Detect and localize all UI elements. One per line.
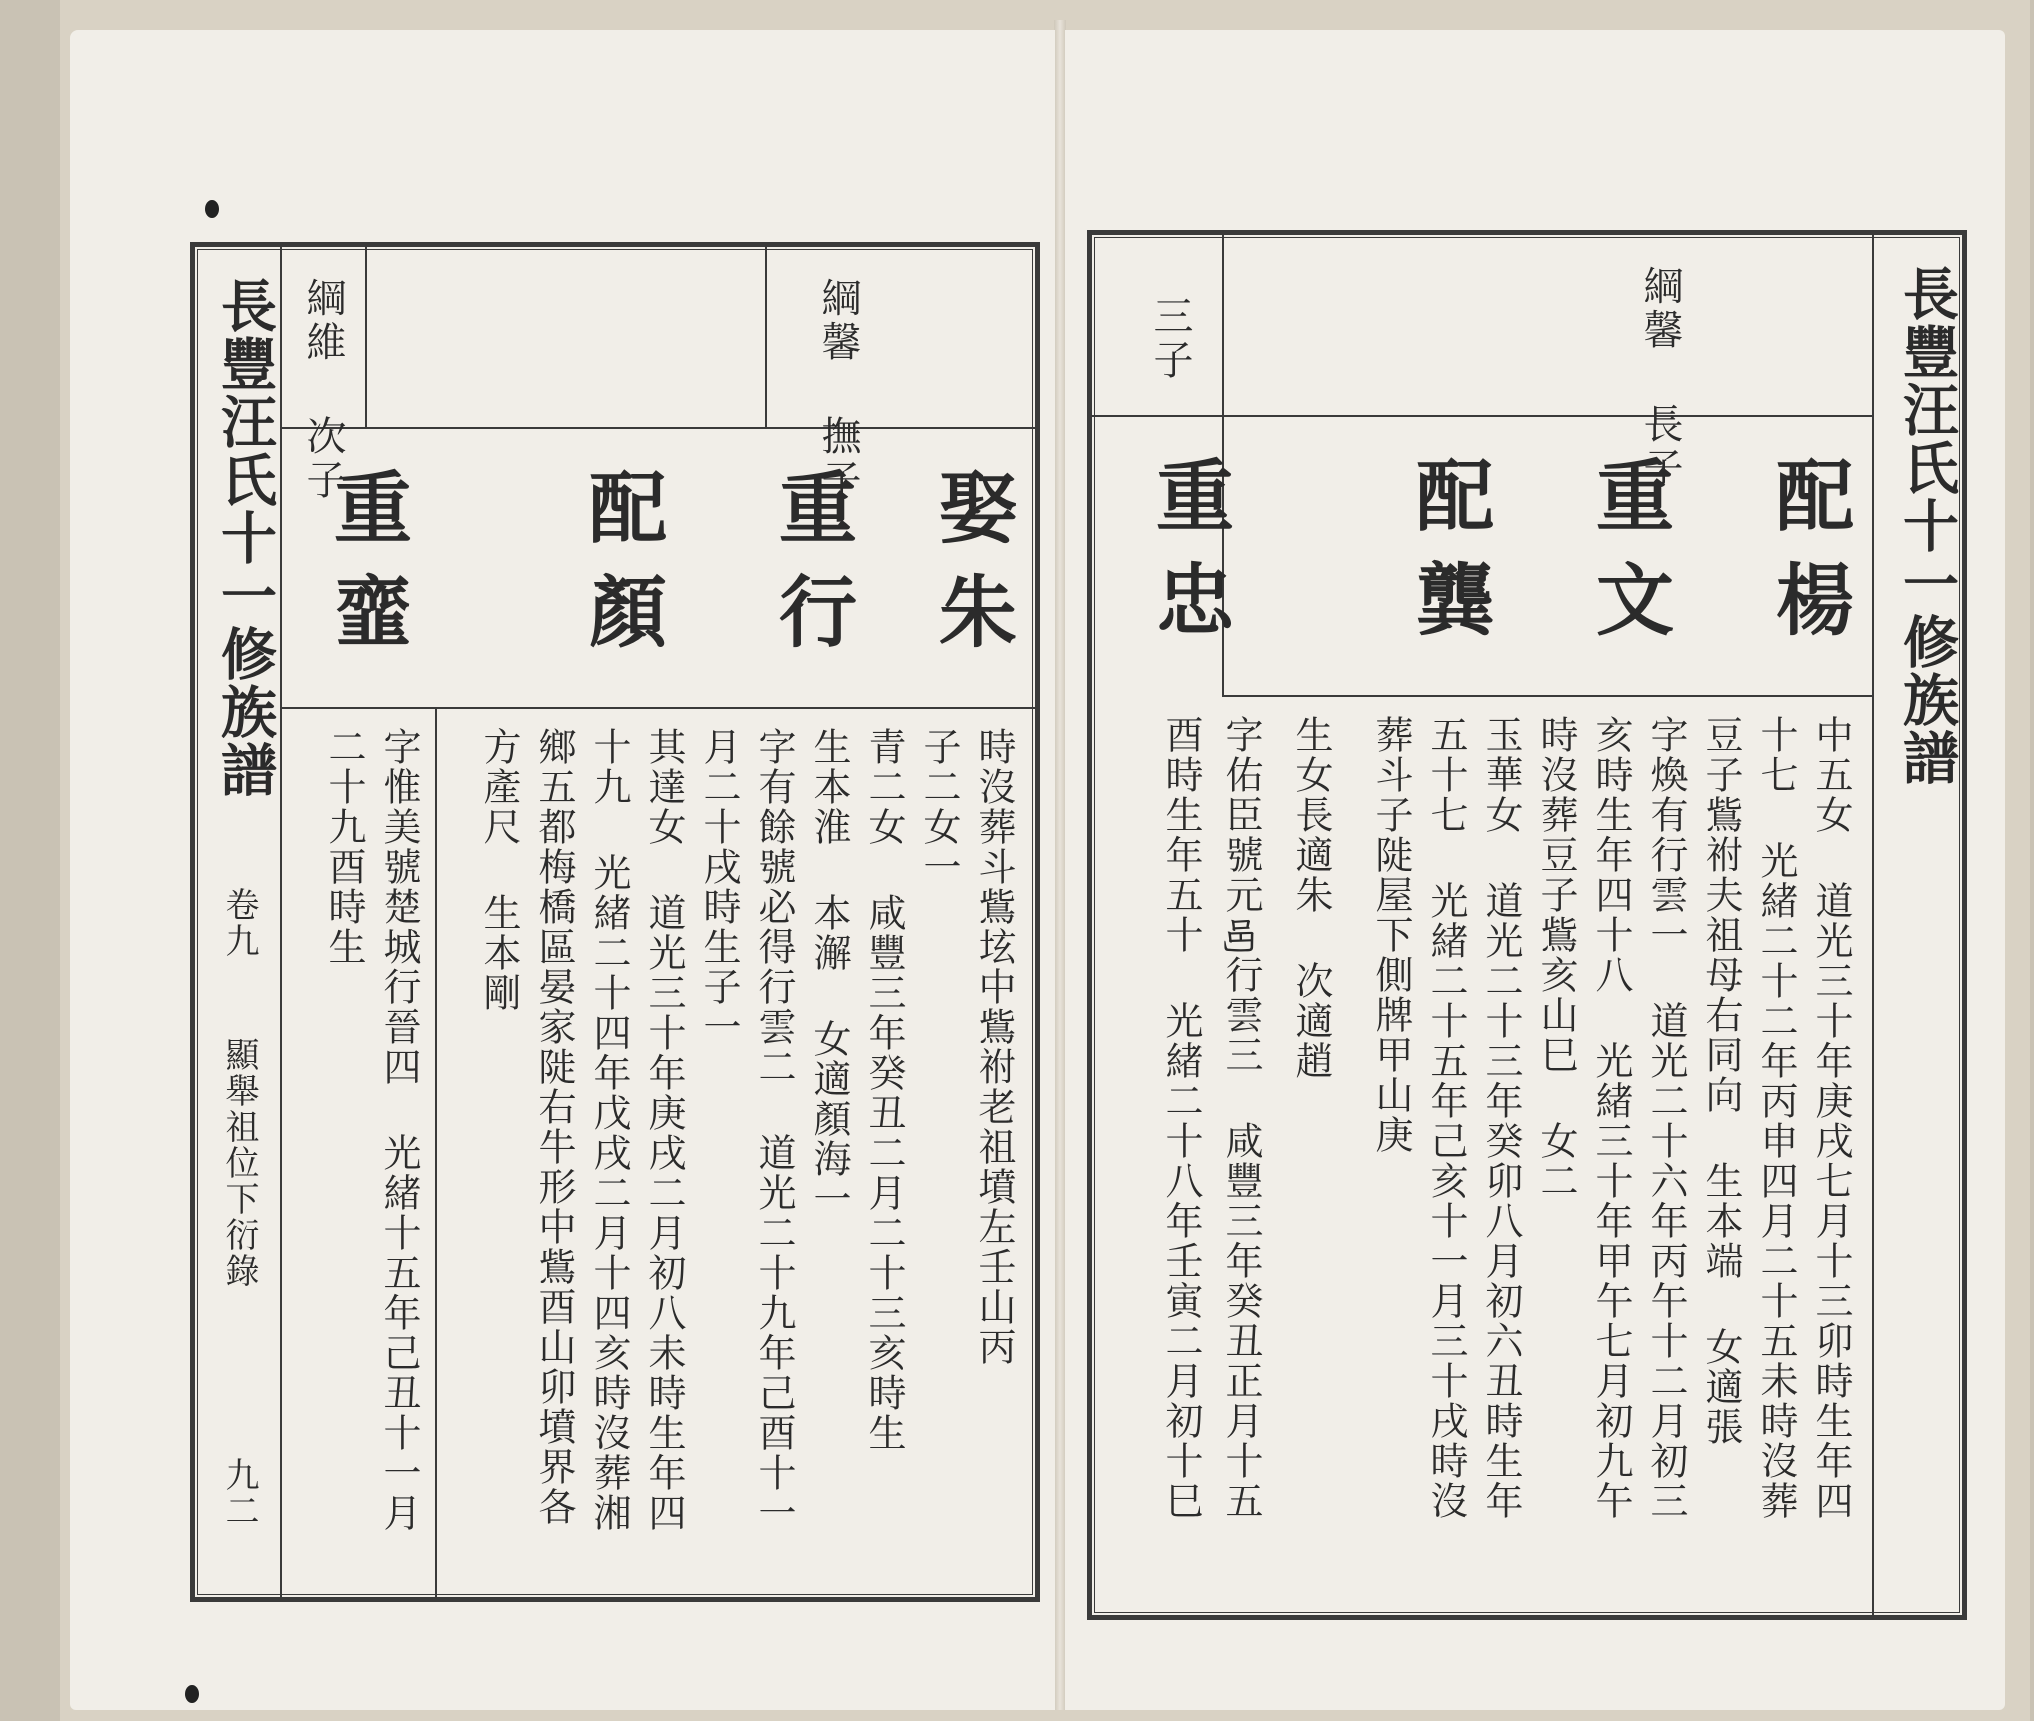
volume-label: 卷九 — [219, 887, 259, 959]
body-col-9: 葬斗子𨺗屋下側牌甲山庚 — [1369, 715, 1413, 1155]
right-frame — [1087, 230, 1967, 1620]
body-col-12: 酉時生年五十 光緒二十八年壬寅二月初十巳 — [1159, 715, 1203, 1521]
name-4: 重韲 — [321, 467, 412, 675]
name-3: 配龔 — [1403, 455, 1494, 663]
name-4: 重忠 — [1143, 455, 1234, 663]
head-cell-1: 綱馨 長子 — [1637, 265, 1683, 491]
header-divider — [1222, 235, 1224, 415]
body-col-7: 玉華女 道光二十三年癸卯八月初六丑時生年 — [1479, 715, 1523, 1521]
body-col-11: 字惟美號楚城行晉四 光緒十五年己丑十一月 — [377, 727, 421, 1533]
page-number: 九二 — [219, 1457, 259, 1529]
margin-rule — [1872, 235, 1874, 1615]
body-col-8: 十九 光緒二十四年戊戌二月十四亥時沒葬湘 — [587, 727, 631, 1533]
body-col-4: 字煥有行雲一 道光二十六年丙午十二月初三 — [1644, 715, 1688, 1521]
body-col-10: 生女長適朱 次適趙 — [1289, 715, 1333, 1081]
body-col-6: 月二十戌時生子一 — [697, 727, 741, 1047]
binding-hole — [185, 1685, 199, 1703]
left-frame — [190, 242, 1040, 1602]
name-2: 重行 — [766, 467, 857, 675]
name-1: 娶朱 — [926, 467, 1017, 675]
head-cell-2: 三子 — [1147, 295, 1193, 383]
body-col-11: 字佑臣號元𨙨行雲三 咸豐三年癸丑正月十五 — [1219, 715, 1263, 1521]
right-margin-title: 長豐汪氏十一修族譜 — [1894, 265, 1960, 787]
body-col-7: 其達女 道光三十年庚戌二月初八未時生年四 — [642, 727, 686, 1533]
body-col-3: 青二女 咸豐三年癸丑二月二十三亥時生 — [862, 727, 906, 1453]
body-col-2: 十七 光緒二十二年丙申四月二十五未時沒葬 — [1754, 715, 1798, 1521]
names-rule — [280, 707, 1035, 709]
right-page — [1065, 30, 2005, 1710]
body-col-2: 子二女一 — [917, 727, 961, 887]
section-label: 顯舉祖位下衍錄 — [219, 1037, 259, 1289]
body-col-5: 字有餘號必得行雲二 道光二十九年己酉十一 — [752, 727, 796, 1533]
head-cell-1: 綱馨 撫子 — [815, 277, 861, 503]
body-col-10: 方產尺 生本剛 — [477, 727, 521, 1013]
left-margin-title: 長豐汪氏十一修族譜 — [212, 277, 278, 799]
head-cell-2: 綱維 次子 — [300, 277, 346, 503]
name-1: 配楊 — [1763, 455, 1854, 663]
body-col-9: 鄉五都梅橋區晏家𨺗右牛形中鴜酉山卯墳界各 — [532, 727, 576, 1527]
left-page — [70, 30, 1055, 1710]
body-col-12: 二十九酉時生 — [322, 727, 366, 967]
header-divider — [365, 247, 367, 427]
body-divider — [435, 707, 437, 1597]
name-3: 配顏 — [576, 467, 667, 675]
body-col-4: 生本淮 本澥 女適顏海一 — [807, 727, 851, 1219]
header-rule — [280, 427, 1035, 429]
body-col-6: 時沒葬豆子鴜亥山巳 女二 — [1534, 715, 1578, 1201]
body-col-8: 五十七 光緒二十五年己亥十一月三十戌時沒 — [1424, 715, 1468, 1521]
header-rule — [1092, 415, 1872, 417]
names-rule — [1222, 695, 1872, 697]
name-2: 重文 — [1583, 455, 1674, 663]
body-col-3: 豆子鴜祔夫祖母右同向 生本端 女適張 — [1699, 715, 1743, 1447]
body-col-5: 亥時生年四十八 光緒三十年甲午七月初九午 — [1589, 715, 1633, 1521]
body-col-1: 中五女 道光三十年庚戌七月十三卯時生年四 — [1809, 715, 1853, 1521]
binding-hole — [205, 200, 219, 218]
body-col-1: 時沒葬斗鴜𡊨中鴜祔老祖墳左壬山丙 — [972, 727, 1016, 1367]
header-divider — [765, 247, 767, 427]
